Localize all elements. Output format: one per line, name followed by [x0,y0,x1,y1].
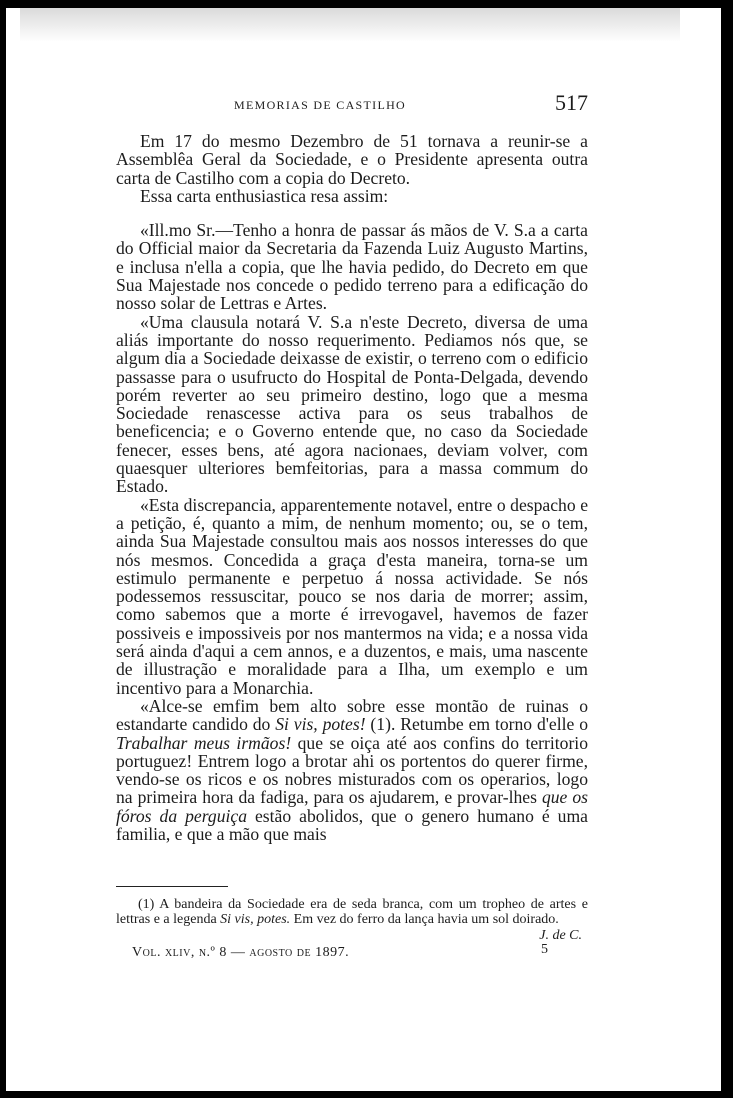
italic-motto: Si vis, potes! [275,714,366,735]
italic-phrase: Trabalhar meus irmãos! [116,732,292,753]
scan-shadow [20,8,680,42]
text-run: «Alce-se emfim bem alto sobre esse montão de ruinas o estandarte candido do [116,695,588,735]
scan-border-right [721,0,733,1098]
body-text [116,132,588,843]
running-title: MEMORIAS DE CASTILHO [234,98,407,112]
text-run: (1) A bandeira da Sociedade era de seda branca, com um tropheo de artes e lettras e a legenda [116,897,588,928]
footnote-signature: J. de C. [539,928,582,943]
scan-border-top [0,0,733,8]
footnote-text [116,897,588,928]
volume-line: Vol. xliv, n.º 8 — agosto de 1897. [132,945,350,960]
paragraph: «Uma clausula notará V. S.a n'este Decreto, diversa de uma aliás importante do nosso requerimento. Pediamos nós que, se algum dia a Sociedade deixasse de existir, o terreno com o edificio passasse para o usufructo do Hospital de Ponta-Delgada, devendo porém reverter ao seu primeiro destino, logo que a mesma Sociedade renascesse activa para os seus trabalhos de beneficencia; e o Governo entende que, no caso da Sociedade fenecer, esses bens, até agora nacionaes, deviam volver, com quaesquer ulteriores bemfeitorias, para a massa commum do Estado. [116,311,588,497]
sheet-number: 5 [541,942,548,957]
text-run: estão abolidos, que o genero humano é uma familia, e que a mão que mais [116,805,588,844]
page-content [116,90,589,844]
scan-border-left [0,0,6,1098]
paragraph: Essa carta enthusiastica resa assim: [140,185,389,206]
paragraph: «Ill.mo Sr.—Tenho a honra de passar ás mãos de V. S.a a carta do Official maior da Secretaria da Fazenda Luiz Augusto Martins, e inclusa n'ella a copia, que lhe havia pedido, do Decreto em que Sua Majestade nos concede o pedido terreno para a edificação do nosso solar de Lettras e Artes. [116,220,588,314]
paragraph-last [116,697,588,843]
scan-border-bottom [0,1091,733,1098]
text-run: (1). Retumbe em torno d'elle o [365,714,588,735]
paragraph: «Esta discrepancia, apparentemente notavel, entre o despacho e a petição, é, quanto a mim, de nenhum momento; ou, se o tem, ainda Sua Majestade consultou mais aos nossos interesses do que nós mesmos. Concedida a graça d'esta maneira, torna-se um estimulo permanente e perpetuo á nossa actividade. Se nós podessemos ressuscitar, pouco se nos daria de morrer; assim, como sabemos que a morte é irrevogavel, havemos de fazer possiveis e impossiveis por nos mantermos na vida; e a nossa vida será ainda d'aqui a cem annos, e a duzentos, e mais, uma nascente de illustração e moralidade para a Ilha, um exemplo e um incentivo para a Monarchia. [116,494,588,698]
page-number: 517 [555,90,588,115]
italic-phrase: que os fóros da perguiça [116,787,589,826]
footnote-rule [116,886,228,887]
text-run: que se oiça até aos confins do territorio portuguez! Entrem logo a brotar ahi os portentos do querer firme, vendo-se os ricos e os nobres misturados com os operarios, logo na primeira hora da fadiga, para os ajudarem, e provar-lhes [116,732,588,808]
text-run: Em vez do ferro da lança havia um sol doirado. [290,912,559,928]
paragraph: Em 17 do mesmo Dezembro de 51 tornava a reunir-se a Assemblêa Geral da Sociedade, e o Presidente apresenta outra carta de Castilho com a copia do Decreto. [116,131,588,188]
running-header [116,90,588,118]
italic-motto: Si vis, potes. [220,912,291,928]
footnote [116,897,588,943]
